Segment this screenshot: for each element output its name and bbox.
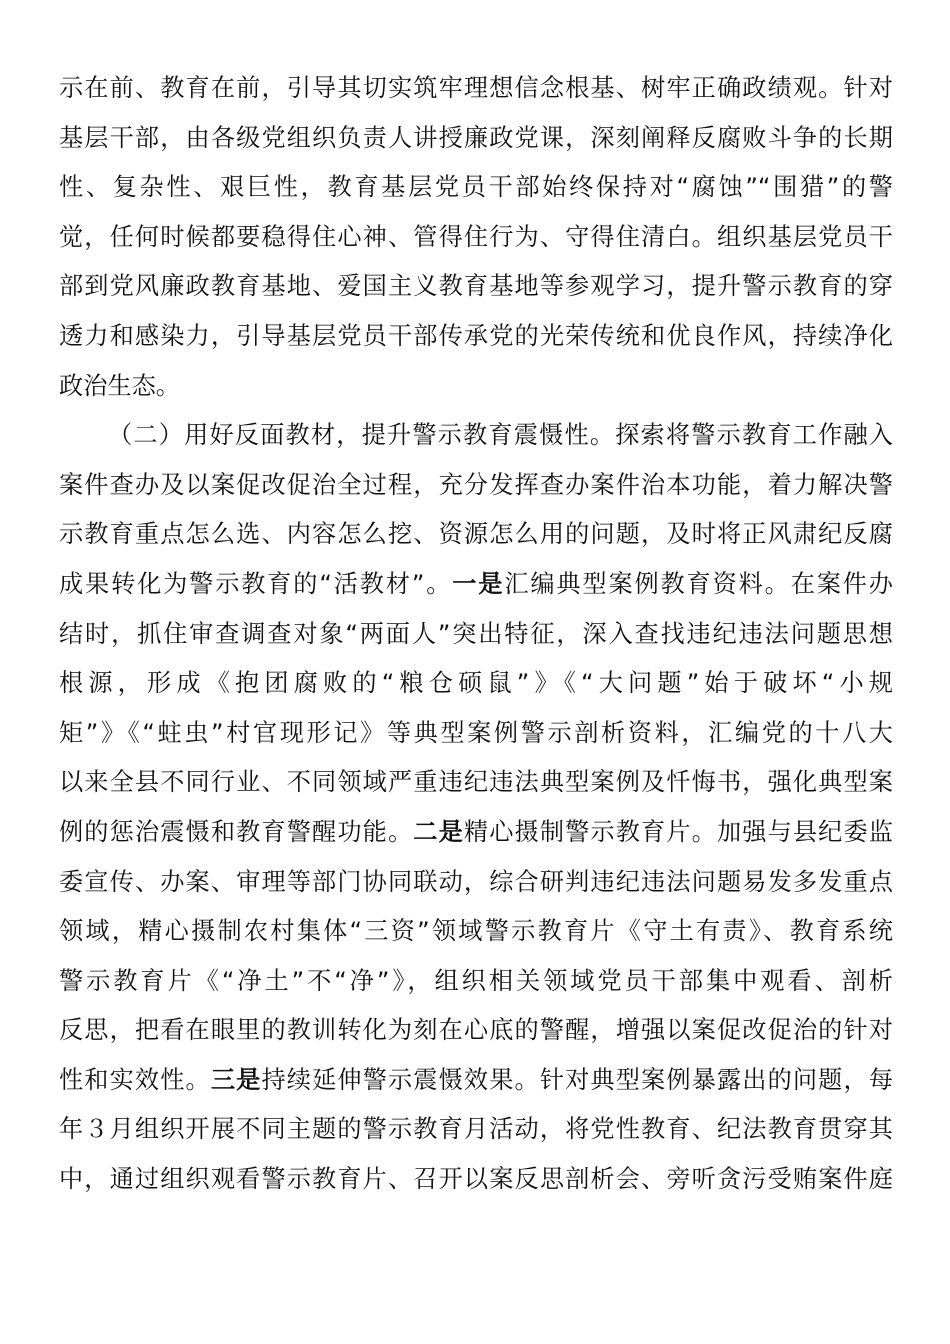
paragraph-2-text: 持续延伸警示震慑效果。针对典型案例暴露出的问题，每 (261, 1065, 893, 1094)
paragraph-2-line: 警示教育片《“净土”不“净”》，组织相关领域党员干部集中观看、剖析 (59, 966, 893, 995)
paragraph-2-line: 领域，精心摄制农村集体“三资”领域警示教育片《守土有责》、教育系统 (59, 917, 893, 946)
paragraph-2-text: 精心摄制警示教育片。加强与县纪委监 (463, 817, 893, 846)
point-three-label: 三是 (210, 1065, 262, 1094)
paragraph-2-line: 委宣传、办案、审理等部门协同联动，综合研判违纪违法问题易发多发重点 (59, 867, 893, 896)
paragraph-1-line: 觉，任何时候都要稳得住心神、管得住行为、守得住清白。组织基层党员干 (59, 222, 893, 251)
section-2-heading-line: （二）用好反面教材，提升警示教育震慑性。探索将警示教育工作融入 (108, 421, 893, 450)
paragraph-1-line: 示在前、教育在前，引导其切实筑牢理想信念根基、树牢正确政绩观。针对 (59, 74, 893, 102)
point-one-label: 一是 (452, 569, 505, 598)
paragraph-2-text: 汇编典型案例教育资料。在案件办 (504, 569, 893, 598)
document-body (59, 64, 893, 1205)
paragraph-2-line (59, 808, 893, 858)
paragraph-2-line: 中，通过组织观看警示教育片、召开以案反思剖析会、旁听贪污受贿案件庭 (59, 1165, 893, 1194)
paragraph-2-line: 根源，形成《抱团腐败的“粮仓硕鼠”》《“大问题”始于破坏“小规 (59, 669, 893, 698)
paragraph-2-line: 反思，把看在眼里的教训转化为刻在心底的警醒，增强以案促改促治的针对 (59, 1016, 893, 1045)
paragraph-2-line: 结时，抓住审查调查对象“两面人”突出特征，深入查找违纪违法问题思想 (59, 619, 893, 648)
paragraph-2-line: 年３月组织开展不同主题的警示教育月活动，将党性教育、纪法教育贯穿其 (59, 1115, 893, 1144)
paragraph-2-line (59, 560, 893, 610)
paragraph-2-line: 矩”》《“蛀虫”村官现形记》等典型案例警示剖析资料，汇编党的十八大 (59, 718, 893, 747)
paragraph-2-text: 性和实效性。 (59, 1065, 211, 1094)
paragraph-2-text: 成果转化为警示教育的“活教材”。 (59, 569, 453, 598)
paragraph-2-line: 示教育重点怎么选、内容怎么挖、资源怎么用的问题，及时将正风肃纪反腐 (59, 520, 893, 549)
paragraph-2-line: 案件查办及以案促改促治全过程，充分发挥查办案件治本功能，着力解决警 (59, 470, 893, 499)
paragraph-1-line: 透力和感染力，引导基层党员干部传承党的光荣传统和优良作风，持续净化 (59, 321, 893, 350)
paragraph-2-line (59, 1056, 893, 1106)
paragraph-2-text: 例的惩治震慑和教育警醒功能。 (59, 817, 414, 846)
paragraph-1-line: 部到党风廉政教育基地、爱国主义教育基地等参观学习，提升警示教育的穿 (59, 272, 893, 301)
paragraph-1-line: 政治生态。 (59, 371, 180, 400)
point-two-label: 二是 (413, 817, 464, 846)
paragraph-1-line: 基层干部，由各级党组织负责人讲授廉政党课，深刻阐释反腐败斗争的长期 (59, 123, 893, 152)
paragraph-1-line: 性、复杂性、艰巨性，教育基层党员干部始终保持对“腐蚀”“围猎”的警 (59, 173, 893, 202)
paragraph-2-line: 以来全县不同行业、不同领域严重违纪违法典型案例及忏悔书，强化典型案 (59, 768, 893, 797)
